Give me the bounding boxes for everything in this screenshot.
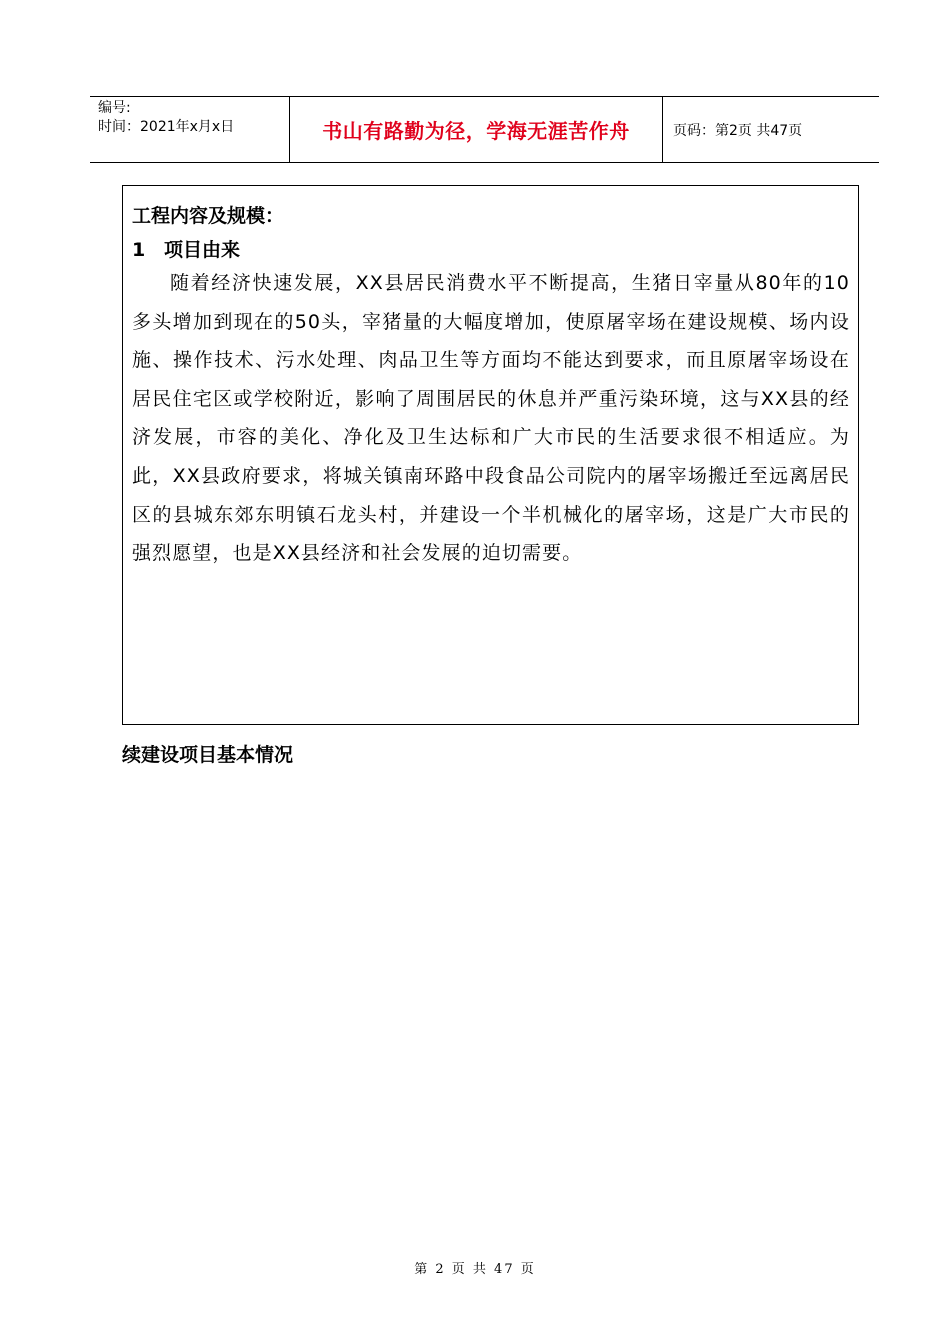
- subsection-title: 项目由来: [164, 239, 241, 261]
- page-info: 页码：第2页 共47页: [673, 122, 803, 139]
- page-footer: [0, 1258, 950, 1277]
- subsection-heading: [132, 238, 850, 262]
- motto-text: 书山有路勤为径，学海无涯苦作舟: [322, 119, 630, 143]
- time-label: 时间：2021年x月x日: [98, 119, 235, 135]
- content-box: [122, 185, 859, 725]
- header-motto-cell: [290, 97, 663, 162]
- body-paragraph: 随着经济快速发展，XX县居民消费水平不断提高，生猪日宰量从80年的10多头增加到现在的50头，宰猪量的大幅度增加，使原屠宰场在建设规模、场内设施、操作技术、污水处理、肉品卫生等方面均不能达到要求，而且原屠宰场设在居民住宅区或学校附近，影响了周围居民的休息并严重污染环境，这与XX县的经济发展，市容的美化、净化及卫生达标和广大市民的生活要求很不相适应。为此，XX县政府要求，将城关镇南环路中段食品公司院内的屠宰场搬迁至远离居民区的县城东郊东明镇石龙头村，并建设一个半机械化的屠宰场，这是广大市民的强烈愿望，也是XX县经济和社会发展的迫切需要。: [132, 272, 850, 565]
- footer-page-number: 第 2 页 共 47 页: [414, 1262, 536, 1277]
- page-header: [90, 96, 879, 163]
- number-label: 编号:: [98, 100, 131, 116]
- section-title: 工程内容及规模：: [132, 205, 285, 227]
- continued-title: 续建设项目基本情况: [122, 744, 294, 766]
- header-page-cell: [663, 97, 879, 162]
- header-meta-cell: [90, 97, 290, 162]
- subsection-number: 1: [132, 239, 146, 261]
